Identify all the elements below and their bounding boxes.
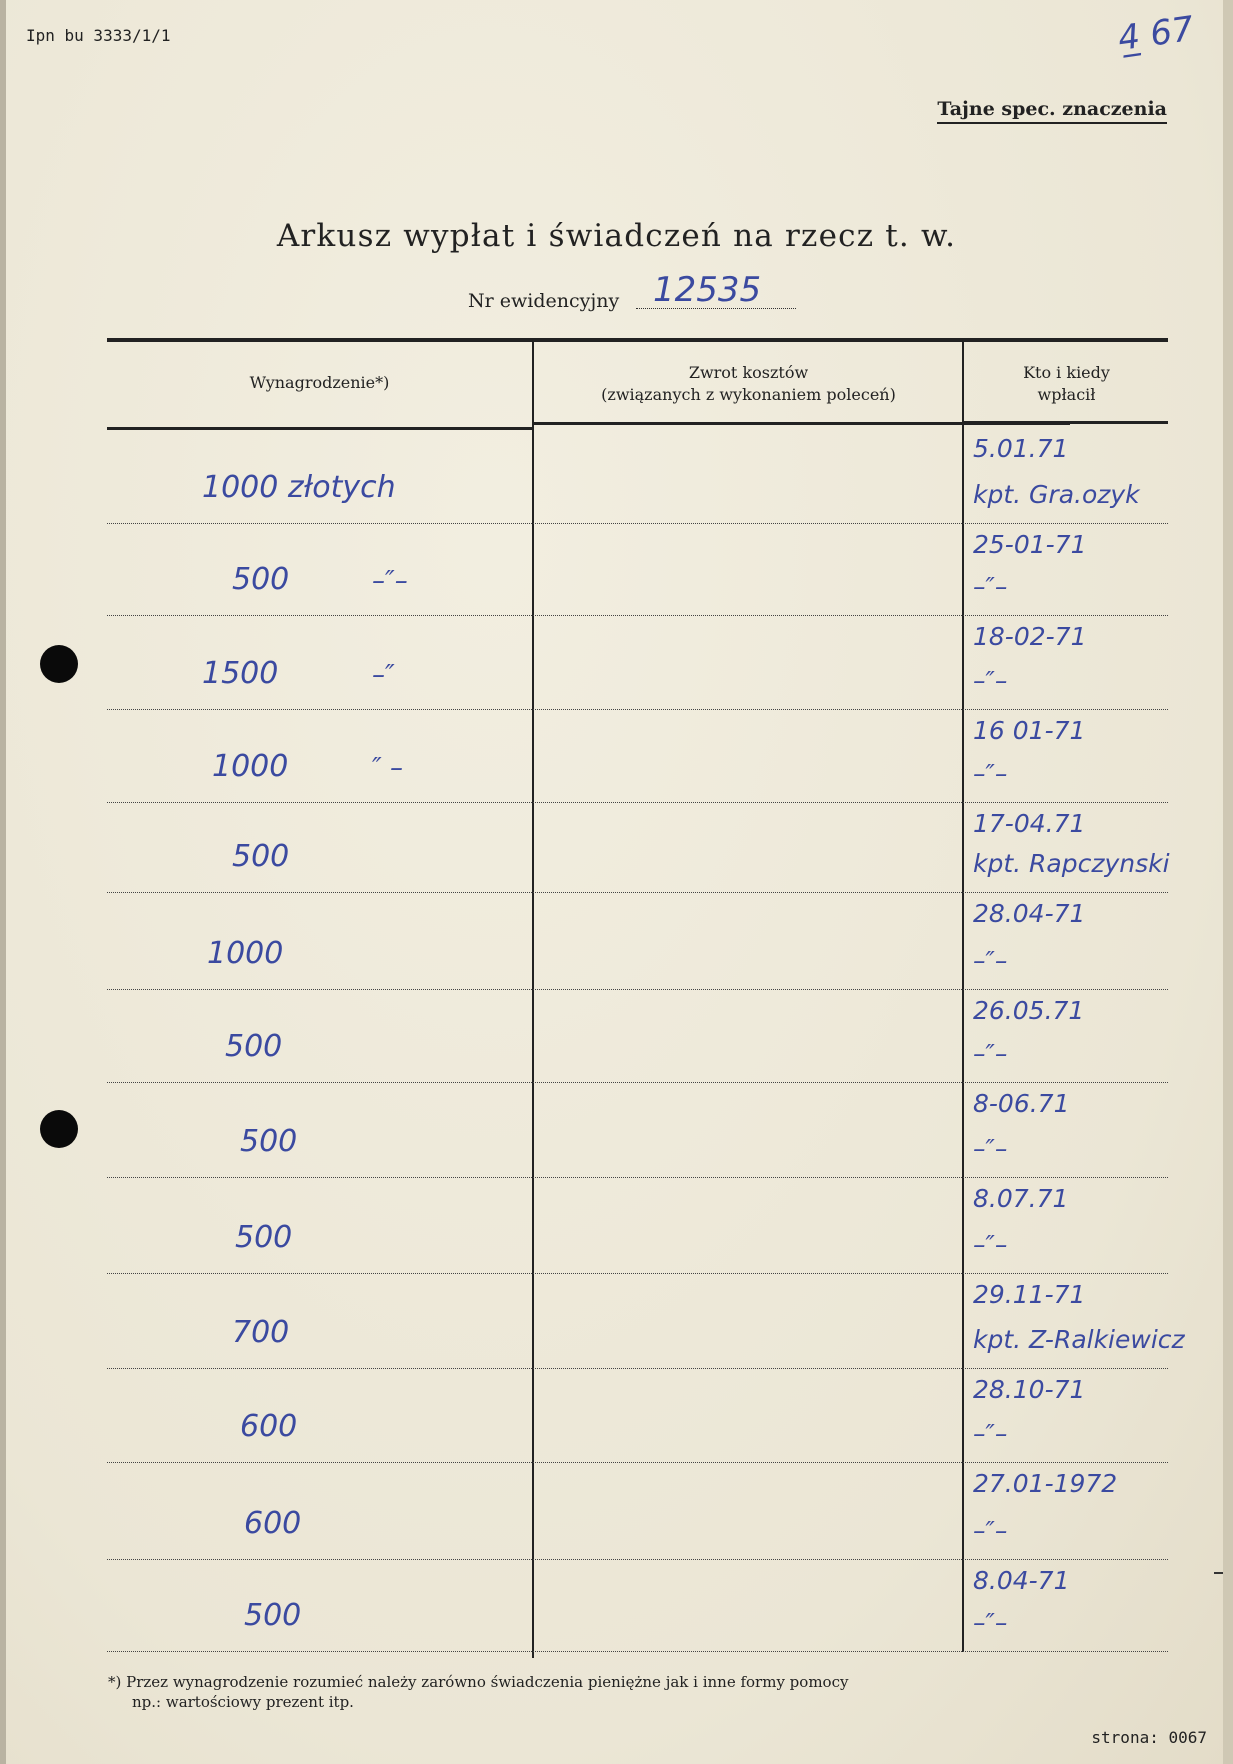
- footnote-line-1: *) Przez wynagrodzenie rozumieć należy zarówno świadczenia pieniężne jak i inne formy pomocy: [108, 1673, 849, 1691]
- payment-amount: 600: [244, 1506, 302, 1541]
- payment-amount: 500: [232, 839, 290, 874]
- payment-date: 28.10-71: [973, 1375, 1086, 1404]
- payment-amount: 500: [232, 562, 290, 597]
- payer-name: –″–: [973, 1608, 1008, 1637]
- payment-date: 17-04.71: [973, 809, 1086, 838]
- payer-name: –″–: [973, 759, 1008, 788]
- table-row: [107, 893, 1168, 990]
- column-header-payment: [107, 372, 532, 394]
- payment-date: 16 01-71: [973, 716, 1086, 745]
- column-header-costs: [535, 362, 962, 406]
- table-row: [107, 1274, 1185, 1369]
- payment-amount: 1500: [202, 656, 279, 691]
- row-dotted-rule: [107, 1651, 1168, 1652]
- punch-hole: [40, 1110, 78, 1148]
- column-header-who: [965, 362, 1168, 406]
- payer-name: –″–: [973, 1039, 1008, 1068]
- footnote-line-2: np.: wartościowy prezent itp.: [132, 1693, 354, 1711]
- payment-amount: 600: [240, 1409, 298, 1444]
- column-header-costs-line2: (związanych z wykonaniem poleceń): [601, 385, 896, 404]
- column-header-who-line1: Kto i kiedy: [1023, 363, 1110, 382]
- payment-date: 8.07.71: [973, 1184, 1069, 1213]
- classification-label: Tajne spec. znaczenia: [937, 98, 1167, 124]
- corner-handwritten-mark: 4̲ 67: [1115, 8, 1197, 60]
- ditto-mark: –″–: [372, 566, 408, 596]
- header-rule-right: [963, 421, 1168, 424]
- table-row: [107, 524, 1168, 616]
- payment-amount: 1000: [207, 936, 284, 971]
- registration-line: [468, 270, 798, 312]
- payer-name: –″–: [973, 1134, 1008, 1163]
- payments-table: [107, 338, 1185, 1658]
- table-row: [107, 616, 1168, 710]
- payer-name: kpt. Z-Ralkiewicz: [973, 1325, 1185, 1354]
- payment-date: 8-06.71: [973, 1089, 1070, 1118]
- payment-amount: 1000 złotych: [202, 470, 396, 505]
- ditto-mark: –″: [372, 660, 395, 690]
- column-header-payment-text: Wynagrodzenie*): [249, 373, 390, 392]
- registration-label: Nr ewidencyjny: [468, 290, 620, 312]
- payment-amount: 500: [240, 1124, 298, 1159]
- table-row: [107, 803, 1168, 893]
- payment-date: 26.05.71: [973, 996, 1085, 1025]
- payment-amount: 700: [232, 1315, 290, 1350]
- margin-tick-mark: [1214, 1572, 1228, 1574]
- payer-name: –″–: [973, 1230, 1008, 1259]
- file-reference: Ipn bu 3333/1/1: [26, 26, 171, 45]
- payment-date: 5.01.71: [973, 434, 1069, 463]
- payment-amount: 500: [235, 1220, 293, 1255]
- table-row: [107, 1083, 1168, 1178]
- payment-date: 29.11-71: [973, 1280, 1086, 1309]
- payment-amount: 1000: [212, 749, 289, 784]
- document-title: Arkusz wypłat i świadczeń na rzecz t. w.: [276, 218, 957, 254]
- ditto-mark: ″ –: [372, 753, 403, 783]
- payment-date: 18-02-71: [973, 622, 1087, 651]
- punch-hole: [40, 645, 78, 683]
- page-number: strona: 0067: [1091, 1728, 1207, 1747]
- payment-date: 8.04-71: [973, 1566, 1070, 1595]
- table-row: [107, 990, 1168, 1083]
- payment-date: 28.04-71: [973, 899, 1086, 928]
- table-row: [107, 1178, 1168, 1274]
- column-header-who-line2: wpłacił: [1037, 385, 1096, 404]
- registration-number: 12535: [653, 270, 762, 310]
- footnote: [108, 1672, 1008, 1712]
- column-header-costs-line1: Zwrot kosztów: [688, 363, 809, 382]
- payer-name: –″–: [973, 1419, 1008, 1448]
- payer-name: –″–: [973, 1516, 1008, 1545]
- payer-name: kpt. Rapczynski: [973, 849, 1170, 878]
- payment-amount: 500: [244, 1598, 302, 1633]
- table-row: [107, 1369, 1168, 1463]
- payment-date: 27.01-1972: [973, 1469, 1118, 1498]
- table-row: [107, 1463, 1168, 1560]
- payer-name: –″–: [973, 666, 1008, 695]
- table-row: [107, 710, 1168, 803]
- table-row: [107, 428, 1168, 524]
- payer-name: –″–: [973, 946, 1008, 975]
- payment-amount: 500: [225, 1029, 283, 1064]
- table-top-rule: [107, 338, 1168, 342]
- table-row: [107, 1560, 1168, 1652]
- payer-name: kpt. Gra.ozyk: [973, 480, 1140, 509]
- payment-date: 25-01-71: [973, 530, 1087, 559]
- payer-name: –″–: [973, 572, 1008, 601]
